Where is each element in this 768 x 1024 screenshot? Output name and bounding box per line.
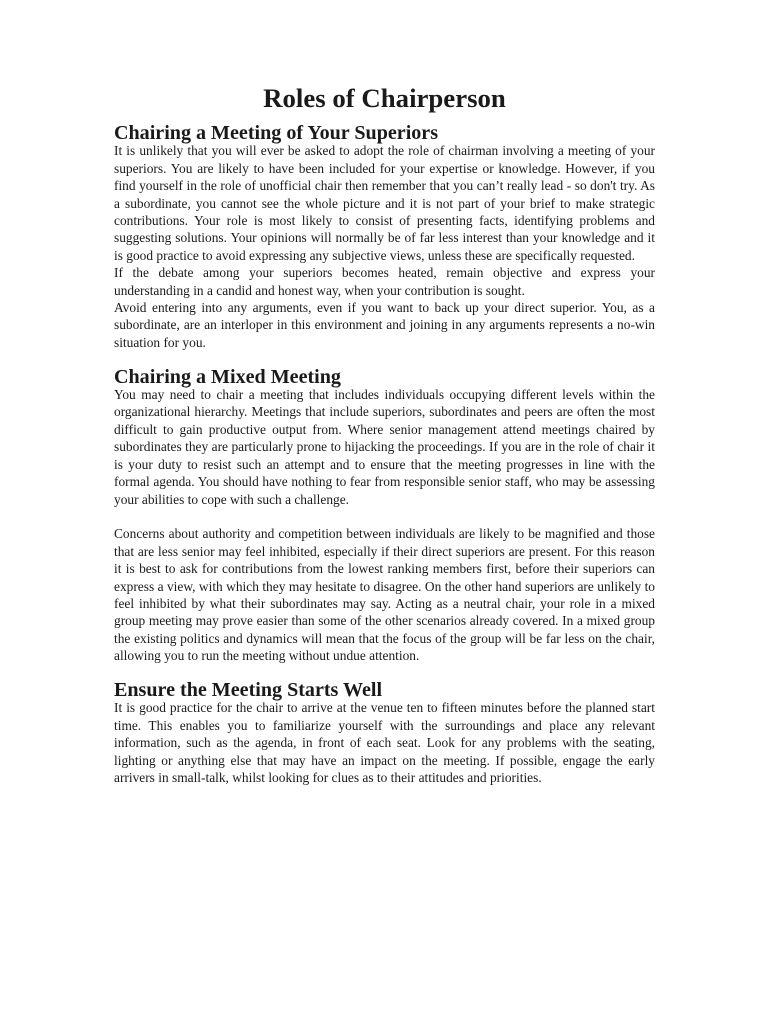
document-page (114, 83, 655, 786)
section-superiors (114, 122, 655, 351)
section-heading: Chairing a Meeting of Your Superiors (114, 122, 439, 144)
paragraph: You may need to chair a meeting that includes individuals occupying different levels within the organizational hierarchy. Meetings that include superiors, subordinates and peers are often the most difficult to gain productive output from. Where senior management attend meetings chaired by subordinates they are particularly prone to hijacking the proceedings. If you are in the role of chair it is your duty to resist such an attempt and to ensure that the meeting progresses in line with the formal agenda. You should have nothing to fear from responsible senior staff, who may be assessing your abilities to cope with such a challenge. (114, 387, 655, 507)
document-title: Roles of Chairperson (263, 83, 506, 113)
spacer (114, 508, 655, 525)
paragraph: It is unlikely that you will ever be asked to adopt the role of chairman involving a meeting of your superiors. You are likely to have been included for your expertise or knowledge. However, if you find yourself in the role of unofficial chair then remember that you can’t really lead - so don't try. As a subordinate, you cannot see the whole picture and it is not part of your brief to make strategic contributions. Your role is most likely to consist of presenting facts, identifying problems and suggesting solutions. Your opinions will normally be of far less interest than your knowledge and it is good practice to avoid expressing any subjective views, unless these are specifically requested. (114, 143, 655, 263)
paragraph: If the debate among your superiors becomes heated, remain objective and express your understanding in a candid and honest way, when your contribution is sought. (114, 265, 655, 298)
paragraph: Avoid entering into any arguments, even if you want to back up your direct superior. You, as a subordinate, are an interloper in this environment and joining in any arguments represents a no-win situation for you. (114, 300, 655, 350)
section-meeting-start (114, 678, 655, 786)
paragraph: Concerns about authority and competition between individuals are likely to be magnified and those that are less senior may feel inhibited, especially if their direct superiors are present. For this reason it is best to ask for contributions from the lowest ranking members first, before their superiors can express a view, with which they may hesitate to disagree. On the other hand superiors are unlikely to feel inhibited by what their subordinates may say. Acting as a neutral chair, your role in a mixed group meeting may prove easier than some of the other scenarios already covered. In a mixed group the existing politics and dynamics will mean that the focus of the group will be far less on the chair, allowing you to run the meeting without undue attention. (114, 526, 655, 664)
section-mixed-meeting (114, 365, 655, 665)
section-heading: Ensure the Meeting Starts Well (114, 678, 383, 701)
paragraph: It is good practice for the chair to arrive at the venue ten to fifteen minutes before the planned start time. This enables you to familiarize yourself with the surroundings and place any relevant information, such as the agenda, in front of each seat. Look for any problems with the seating, lighting or anything else that may have an impact on the meeting. If possible, engage the early arrivers in small-talk, whilst looking for clues as to their attitudes and priorities. (114, 700, 655, 785)
section-heading: Chairing a Mixed Meeting (114, 365, 341, 388)
